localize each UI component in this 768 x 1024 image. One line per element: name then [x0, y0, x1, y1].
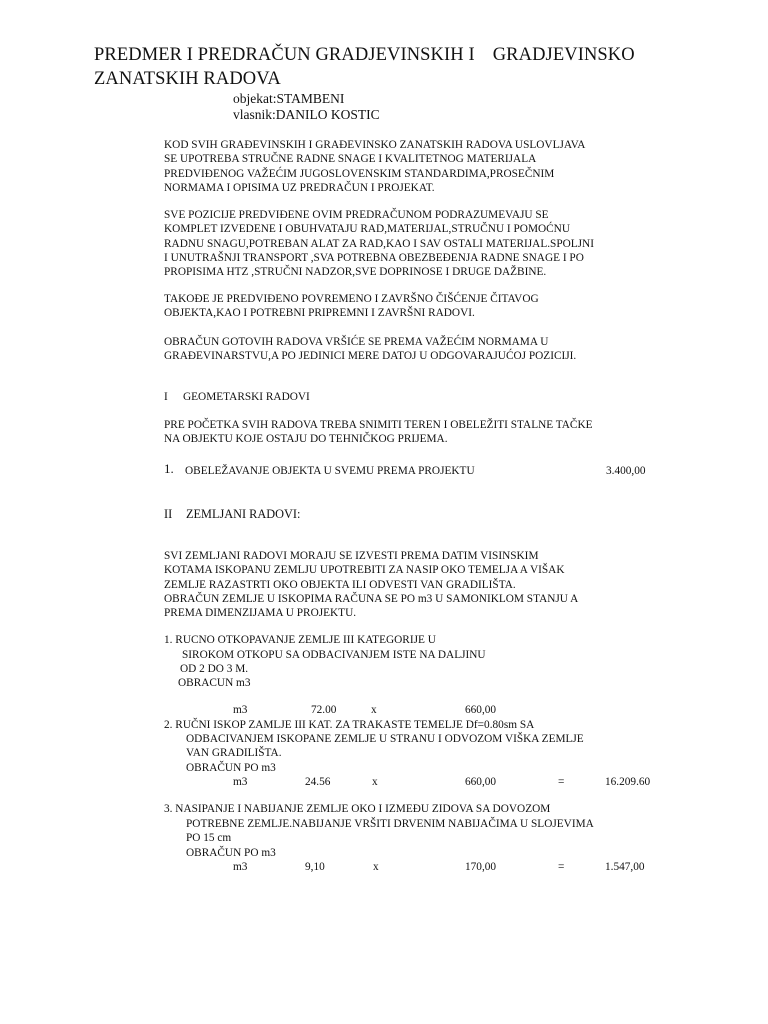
item2-unit: m3	[233, 776, 248, 788]
intro-paragraph-3	[164, 292, 684, 321]
item1-line: OBRACUN m3	[178, 677, 251, 689]
item2-x: x	[372, 776, 378, 788]
item3-total: 1.547,00	[605, 861, 645, 873]
item3-qty: 9,10	[305, 861, 325, 873]
item3-line: PO 15 cm	[186, 832, 232, 844]
item1-line: OD 2 DO 3 M.	[180, 663, 249, 675]
title-line1a: PREDMER I PREDRAČUN GRADJEVINSKIH I	[94, 45, 475, 65]
section2-number: II	[164, 507, 173, 521]
item2-line: OBRAČUN PO m3	[186, 762, 276, 774]
item2-total: 16.209.60	[605, 776, 651, 788]
text-line: SE UPOTREBA STRUČNE RADNE SNAGE I KVALITETNOG MATERIJALA	[164, 153, 537, 166]
intro-paragraph-2	[164, 208, 684, 279]
item2-line: VAN GRADILIŠTA.	[186, 747, 282, 759]
item2-equals: =	[558, 776, 565, 788]
item2-line: 2. RUČNI ISKOP ZAMLJE III KAT. ZA TRAKASTE TEMELJE Df=0.80sm SA	[164, 719, 535, 731]
item2-line: ODBACIVANJEM ISKOPANE ZEMLJE U STRANU I ODVOZOM VIŠKA ZEMLJE	[186, 733, 584, 745]
item3-x: x	[373, 861, 379, 873]
text-line: OBRAČUN ZEMLJE U ISKOPIMA RAČUNA SE PO m3 U SAMONIKLOM STANJU A	[164, 592, 579, 605]
item3-unit: m3	[233, 861, 248, 873]
section1-item-text: OBELEŽAVANJE OBJEKTA U SVEMU PREMA PROJEKTU	[185, 465, 475, 477]
intro-paragraph-4	[164, 335, 684, 364]
item2-price: 660,00	[465, 776, 497, 788]
text-line: TAKOĐE JE PREDVIĐENO POVREMENO I ZAVRŠNO ČIŠĆENJE ČITAVOG	[164, 293, 539, 305]
item1-qty: 72.00	[311, 704, 337, 716]
text-line: PREDVIĐENOG VAŽEĆIM JUGOSLOVENSKIM STANDARDIMA,PROSEČNIM	[164, 167, 555, 180]
text-line: KOMPLET IZVEDENE I OBUHVATAJU RAD,MATERIJAL,STRUČNU I POMOĆNU	[164, 223, 571, 236]
text-line: NA OBJEKTU KOJE OSTAJU DO TEHNIČKOG PRIJEMA.	[164, 433, 448, 446]
section1-item-number: 1.	[164, 461, 174, 476]
item1-x: x	[371, 704, 377, 716]
text-line: SVI ZEMLJANI RADOVI MORAJU SE IZVESTI PREMA DATIM VISINSKIM	[164, 550, 539, 562]
section2-description	[164, 549, 684, 620]
text-line: KOD SVIH GRAĐEVINSKIH I GRAĐEVINSKO ZANATSKIH RADOVA USLOVLJAVA	[164, 139, 586, 151]
text-line: SVE POZICIJE PREDVIĐENE OVIM PREDRAČUNOM PODRAZUMEVAJU SE	[164, 209, 549, 221]
section1-number: I	[164, 391, 168, 403]
text-line: GRAĐEVINARSTVU,A PO JEDINICI MERE DATOJ U ODGOVARAJUĆOJ POZICIJI.	[164, 350, 577, 363]
item1-price: 660,00	[465, 704, 497, 716]
section1-item-amount: 3.400,00	[606, 465, 646, 477]
text-line: PROPISIMA HTZ ,STRUČNI NADZOR,SVE DOPRINOSE I DRUGE DAŽBINE.	[164, 266, 547, 279]
text-line: PRE POČETKA SVIH RADOVA TREBA SNIMITI TEREN I OBELEŽITI STALNE TAČKE	[164, 419, 593, 431]
text-line: OBRAČUN GOTOVIH RADOVA VRŠIĆE SE PREMA VAŽEĆIM NORMAMA U	[164, 336, 549, 348]
text-line: OBJEKTA,KAO I POTREBNI PRIPREMNI I ZAVRŠNI RADOVI.	[164, 307, 475, 320]
text-line: I UNUTRAŠNJI TRANSPORT ,SVA POTREBNA OBEZBEĐENJA RADNE SNAGE I PO	[164, 251, 584, 264]
item3-line: POTREBNE ZEMLJE.NABIJANJE VRŠITI DRVENIM NABIJAČIMA U SLOJEVIMA	[186, 818, 594, 830]
intro-paragraph-1	[164, 138, 684, 195]
item1-line: 1. RUCNO OTKOPAVANJE ZEMLJE III KATEGORIJE U	[164, 634, 436, 646]
item3-line: 3. NASIPANJE I NABIJANJE ZEMLJE OKO I IZMEĐU ZIDOVA SA DOVOZOM	[164, 803, 551, 815]
section2-title: ZEMLJANI RADOVI:	[186, 507, 301, 521]
section1-title: GEOMETARSKI RADOVI	[183, 391, 310, 403]
text-line: RADNU SNAGU,POTREBAN ALAT ZA RAD,KAO I SAV OSTALI MATERIJAL.SPOLJNI	[164, 237, 594, 250]
text-line: ZEMLJE RAZASTRTI OKO OBJEKTA ILI ODVESTI VAN GRADILIŠTA.	[164, 578, 516, 591]
meta-vlasnik: vlasnik:DANILO KOSTIC	[233, 107, 380, 122]
text-line: KOTAMA ISKOPANU ZEMLJU UPOTREBITI ZA NASIP OKO TEMELJA A VIŠAK	[164, 564, 565, 577]
item2-qty: 24.56	[305, 776, 331, 788]
item1-line: SIROKOM OTKOPU SA ODBACIVANJEM ISTE NA DALJINU	[182, 649, 486, 661]
title-line1b: GRADJEVINSKO	[492, 45, 635, 65]
item3-line: OBRAČUN PO m3	[186, 847, 276, 859]
text-line: NORMAMA I OPISIMA UZ PREDRAČUN I PROJEKAT.	[164, 181, 435, 194]
title-line2: ZANATSKIH RADOVA	[94, 69, 281, 89]
item1-unit: m3	[233, 704, 248, 716]
section1-description	[164, 418, 684, 447]
document-title	[94, 43, 714, 91]
item3-price: 170,00	[465, 861, 497, 873]
meta-objekat: objekat:STAMBENI	[233, 91, 345, 106]
item3-equals: =	[558, 861, 565, 873]
text-line: PREMA DIMENZIJAMA U PROJEKTU.	[164, 607, 357, 620]
